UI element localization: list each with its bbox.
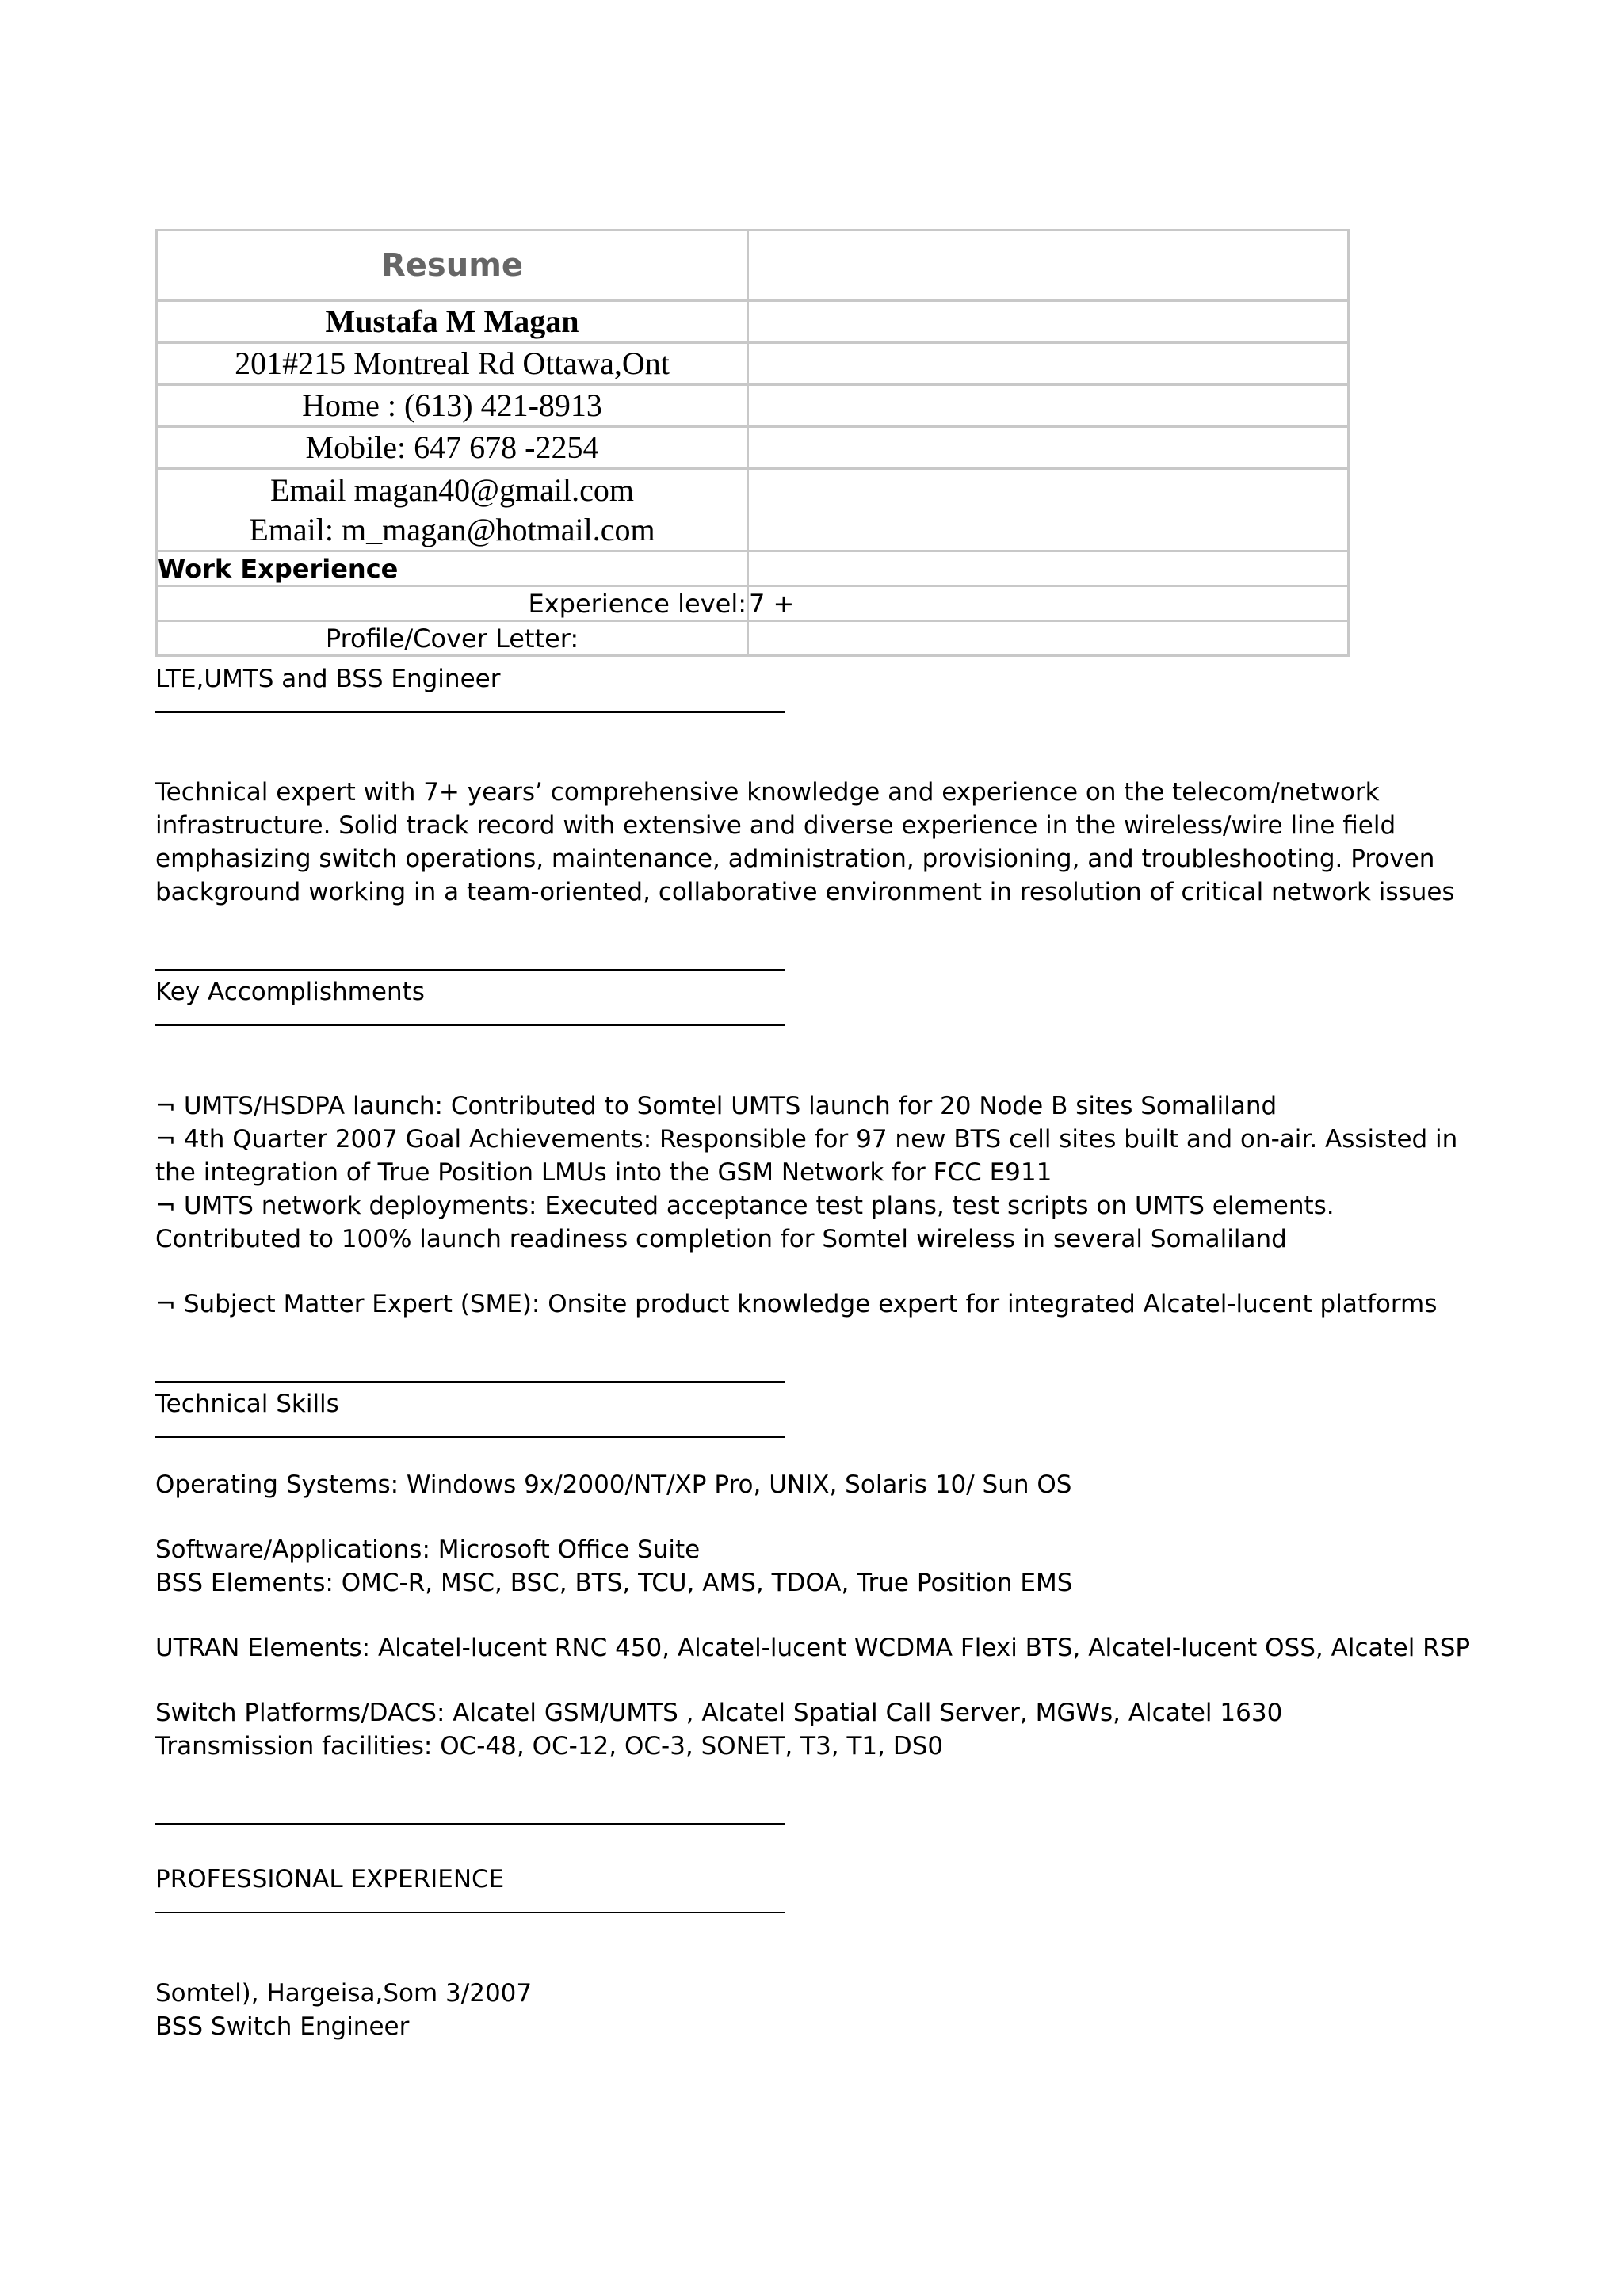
divider bbox=[155, 969, 785, 971]
divider bbox=[155, 1436, 785, 1438]
divider bbox=[155, 1823, 785, 1825]
profile-cover-letter-label: Profile/Cover Letter: bbox=[157, 621, 748, 656]
skill-utran-elements: UTRAN Elements: Alcatel-lucent RNC 450, Alcatel-lucent WCDMA Flexi BTS, Alcatel-lucent OSS, Alcatel RSP bbox=[155, 1634, 1471, 1662]
accomplishment-item: ¬ Subject Matter Expert (SME): Onsite product knowledge expert for integrated Alcatel-lucent platforms bbox=[155, 1290, 1438, 1318]
resume-header-table bbox=[155, 229, 1350, 657]
home-phone: Home : (613) 421-8913 bbox=[157, 385, 748, 427]
divider bbox=[155, 1381, 785, 1383]
empty-cell bbox=[748, 385, 1349, 427]
empty-cell bbox=[748, 469, 1349, 551]
empty-cell bbox=[748, 621, 1349, 656]
candidate-name: Mustafa M Magan bbox=[157, 301, 748, 343]
mobile-phone: Mobile: 647 678 -2254 bbox=[157, 427, 748, 469]
accomplishment-item: ¬ UMTS/HSDPA launch: Contributed to Somtel UMTS launch for 20 Node B sites Somaliland bbox=[155, 1092, 1277, 1120]
skill-software: Software/Applications: Microsoft Office Suite bbox=[155, 1535, 701, 1564]
skill-bss-elements: BSS Elements: OMC-R, MSC, BSC, BTS, TCU, AMS, TDOA, True Position EMS bbox=[155, 1569, 1073, 1597]
experience-position: BSS Switch Engineer bbox=[155, 2012, 410, 2041]
experience-company: Somtel), Hargeisa,Som 3/2007 bbox=[155, 1979, 533, 2008]
accomplishment-item: ¬ 4th Quarter 2007 Goal Achievements: Responsible for 97 new BTS cell sites built and on-air. Assisted in the integration of True Position LMUs into the GSM Network for FCC E911 bbox=[155, 1125, 1458, 1187]
skill-operating-systems: Operating Systems: Windows 9x/2000/NT/XP Pro, UNIX, Solaris 10/ Sun OS bbox=[155, 1470, 1072, 1499]
skill-transmission: Transmission facilities: OC-48, OC-12, OC-3, SONET, T3, T1, DS0 bbox=[155, 1732, 944, 1760]
divider bbox=[155, 711, 785, 713]
resume-body bbox=[155, 662, 1471, 2043]
empty-cell bbox=[748, 231, 1349, 301]
skill-switch-platforms: Switch Platforms/DACS: Alcatel GSM/UMTS , Alcatel Spatial Call Server, MGWs, Alcatel 1630 bbox=[155, 1699, 1283, 1727]
accomplishments-heading: Key Accomplishments bbox=[155, 978, 425, 1006]
accomplishment-item: ¬ UMTS network deployments: Executed acceptance test plans, test scripts on UMTS elements. Contributed to 100% launch readiness completion for Somtel wireless in several Somaliland bbox=[155, 1192, 1335, 1253]
empty-cell bbox=[748, 343, 1349, 385]
empty-cell bbox=[748, 427, 1349, 469]
email-secondary: Email: m_magan@hotmail.com bbox=[249, 511, 655, 547]
divider bbox=[155, 1024, 785, 1026]
skills-heading: Technical Skills bbox=[155, 1390, 339, 1418]
role-title: LTE,UMTS and BSS Engineer bbox=[155, 665, 501, 693]
summary-paragraph: Technical expert with 7+ years’ comprehensive knowledge and experience on the telecom/network infrastructure. Solid track record with extensive and diverse experience in the wireless/wire line field emphasizing switch operations, maintenance, administration, provisioning, and troubleshooting. Proven background working in a team-oriented, collaborative environment in resolution of critical network issues bbox=[155, 778, 1455, 906]
divider bbox=[155, 1912, 785, 1913]
resume-title: Resume bbox=[157, 231, 748, 301]
experience-level-value: 7 + bbox=[748, 586, 1349, 621]
email-cell bbox=[157, 469, 748, 551]
email-primary: Email magan40@gmail.com bbox=[270, 471, 634, 508]
empty-cell bbox=[748, 301, 1349, 343]
work-experience-heading: Work Experience bbox=[157, 551, 748, 586]
professional-experience-heading: PROFESSIONAL EXPERIENCE bbox=[155, 1865, 505, 1894]
empty-cell bbox=[748, 551, 1349, 586]
experience-level-label: Experience level: bbox=[157, 586, 748, 621]
address: 201#215 Montreal Rd Ottawa,Ont bbox=[157, 343, 748, 385]
